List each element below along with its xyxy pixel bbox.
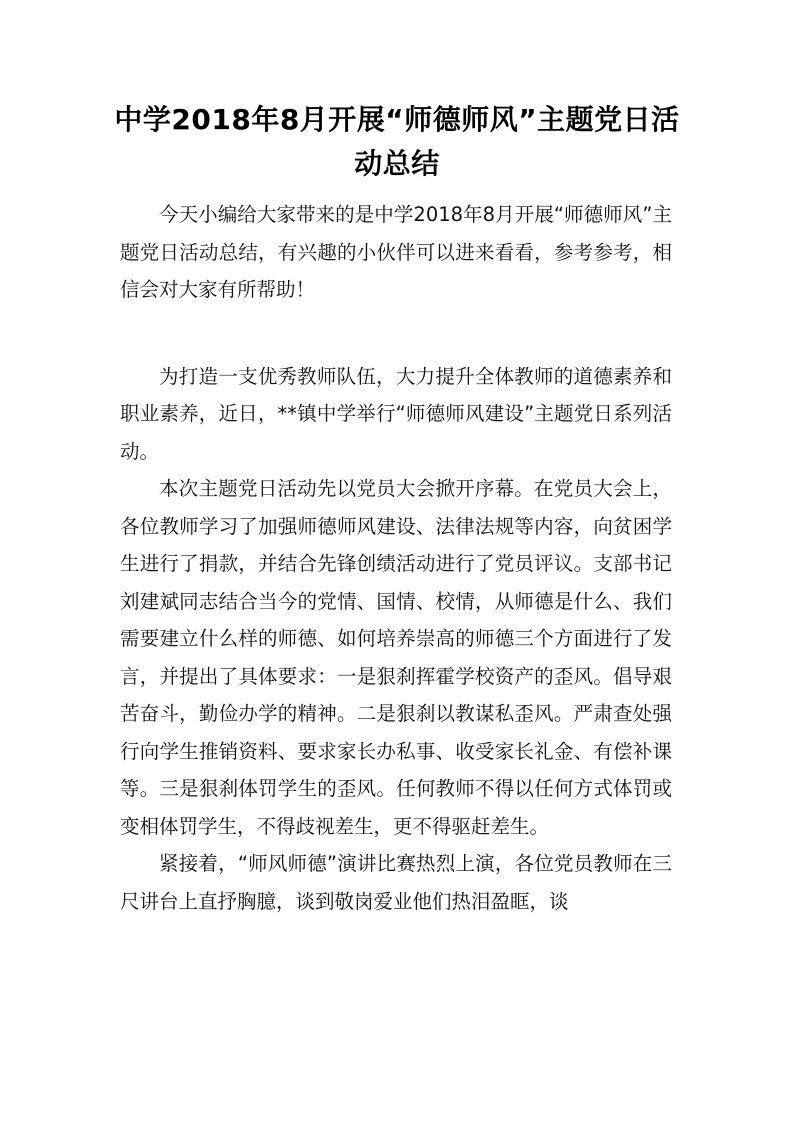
body-paragraph: 为打造一支优秀教师队伍，大力提升全体教师的道德素养和职业素养，近日，**镇中学举行“师德师风建设”主题党日系列活动。	[120, 364, 672, 463]
body-paragraph: 本次主题党日活动先以党员大会掀开序幕。在党员大会上，各位教师学习了加强师德师风建设、法律法规等内容，向贫困学生进行了捐款，并结合先锋创绩活动进行了党员评议。支部书记刘建斌同志结合当今的党情、国情、校情，从师德是什么、我们需要建立什么样的师德、如何培养崇高的师德三个方面进行了发言，并提出了具体要求：一是狠刹挥霍学校资产的歪风。倡导艰苦奋斗，勤俭办学的精神。二是狠刹以教谋私歪风。严肃查处强行向学生推销资料、要求家长办私事、收受家长礼金、有偿补课等。三是狠刹体罚学生的歪风。任何教师不得以任何方式体罚或变相体罚学生，不得歧视差生，更不得驱赶差生。	[120, 477, 672, 838]
intro-paragraph: 今天小编给大家带来的是中学2018年8月开展“师德师风”主题党日活动总结，有兴趣的小伙伴可以进来看看，参考参考，相信会对大家有所帮助！	[120, 203, 672, 301]
document-body	[120, 196, 672, 920]
body-paragraph: 紧接着，“师风师德”演讲比赛热烈上演，各位党员教师在三尺讲台上直抒胸臆，谈到敬岗爱业他们热泪盈眶，谈	[120, 852, 672, 913]
document-title: 中学2018年8月开展“师德师风”主题党日活动总结	[114, 103, 680, 180]
